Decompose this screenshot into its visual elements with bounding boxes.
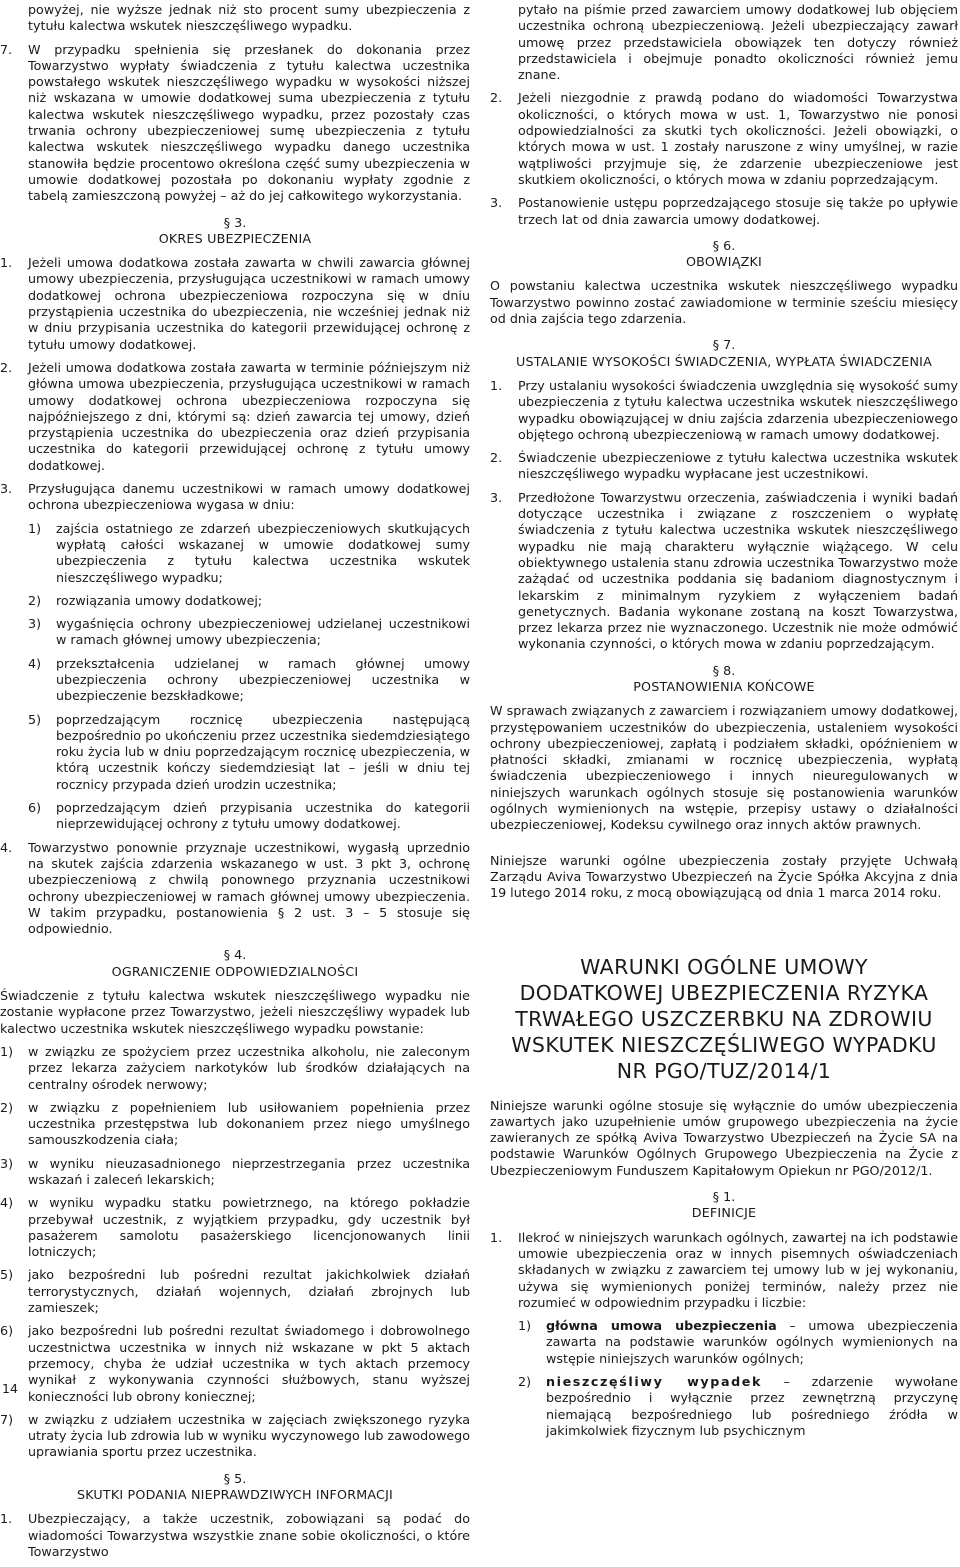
item-number: 1) bbox=[0, 1043, 14, 1059]
list-item bbox=[0, 1323, 470, 1404]
item-text: jako bezpośredni lub pośredni rezultat świadomego i dobrowolnego uczestnictwa uczestnika w innych niż wskazane w pkt 5 aktach przemocy, chyba że udział uczestnika w tych aktach przemocy wynikał z wykonywania czynności służbowych, stanu wyższej konieczności lub obrony koniecznej; bbox=[28, 1323, 470, 1404]
right-column bbox=[490, 2, 958, 1446]
item-text: zajścia ostatniego ze zdarzeń ubezpieczeniowych skutkujących wypłatą całości wskazanej w umowie dodatkowej sumy ubezpieczenia z tytułu kalectwa uczestnika wskutek nieszczęśliwego wypadku; bbox=[56, 520, 470, 585]
item-text: Świadczenie ubezpieczeniowe z tytułu kalectwa uczestnika wskutek nieszczęśliwego wypadku wypłacane jest uczestnikowi. bbox=[518, 450, 958, 482]
list-item bbox=[28, 521, 470, 586]
item-number: 1) bbox=[28, 520, 42, 536]
item-number: 2) bbox=[518, 1374, 532, 1389]
item-text: poprzedzającym dzień przypisania uczestnika do kategorii nieprzewidującej ochrony z tytułu umowy dodatkowej. bbox=[56, 800, 470, 832]
definition-item bbox=[518, 1374, 958, 1439]
item-number: 3) bbox=[28, 616, 42, 632]
title-line: WARUNKI OGÓLNE UMOWY bbox=[580, 954, 868, 979]
definition-term: nieszczęśliwy wypadek bbox=[546, 1374, 763, 1389]
item-number: 3. bbox=[490, 195, 503, 211]
numbered-paragraph bbox=[0, 42, 470, 205]
title-line: DODATKOWEJ UBEZPIECZENIA RYZYKA bbox=[519, 980, 929, 1005]
item-number: 1. bbox=[0, 1511, 13, 1527]
item-text: Jeżeli niezgodnie z prawdą podano do wiadomości Towarzystwa okoliczności, o których mowa w ust. 1, Towarzystwo nie ponosi odpowiedzialności za skutki tych okoliczności. Jeżeli obowiązki, o których mowa w ust. 1 zostały naruszone z winy umyślnej, w razie wątpliwości przyjmuje się, że zdarzenie ubezpieczeniowe jest skutkiem okoliczności, o których mowa w zdaniu poprzedzającym. bbox=[518, 90, 958, 187]
left-column bbox=[0, 2, 470, 1567]
section-title: POSTANOWIENIA KOŃCOWE bbox=[633, 678, 815, 694]
item-number: 2. bbox=[490, 450, 503, 466]
item-number: 6) bbox=[0, 1323, 14, 1339]
list-item bbox=[28, 656, 470, 705]
item-number: 3) bbox=[0, 1155, 14, 1171]
paragraph: Niniejsze warunki ogólne stosuje się wyłącznie do umów ubezpieczenia zawartych jako uzupełnienie umów grupowego ubezpieczenia na życie zawieranych ze spółką Aviva Towarzystwo Ubezpieczeń na Życie SA na podstawie Warunków Ogólnych Grupowego Ubezpieczenia na Życie z Ubezpieczeniowym Funduszem Kapitałowym Opiekun nr PGO/2012/1. bbox=[490, 1097, 958, 1178]
definition-item bbox=[518, 1318, 958, 1367]
section-number: § 4. bbox=[223, 947, 247, 963]
list-item bbox=[490, 195, 958, 228]
item-number: 1) bbox=[518, 1318, 532, 1334]
list-item bbox=[490, 378, 958, 443]
item-text: rozwiązania umowy dodatkowej; bbox=[56, 592, 263, 608]
section-3-subitems bbox=[28, 521, 470, 833]
paragraph: Świadczenie z tytułu kalectwa wskutek nieszczęśliwego wypadku nie zostanie wypłacone przez Towarzystwo, jeżeli nieszczęśliwy wypadek lub kalectwo uczestnika wskutek nieszczęśliwego wypadku powstanie: bbox=[0, 988, 470, 1036]
item-text: Jeżeli umowa dodatkowa została zawarta w terminie późniejszym niż główna umowa ubezpieczenia, przysługująca uczestnikowi w ramach umowy dodatkowej ochrona ubezpieczeniowa rozpoczyna się najpóźniejszego z dni, którymi są: dzień zawarcia tej umowy, dzień przystąpienia uczestnika do ubezpieczenia oraz dzień przypisania uczestnika do kategorii przewidującej ochronę z tytułu umowy dodatkowej. bbox=[28, 359, 470, 473]
section-title: OGRANICZENIE ODPOWIEDZIALNOŚCI bbox=[111, 963, 359, 979]
section-number: § 1. bbox=[712, 1189, 736, 1205]
title-line: NR PGO/TUZ/2014/1 bbox=[616, 1058, 832, 1083]
item-text: wygaśnięcia ochrony ubezpieczeniowej udzielanej uczestnikowi w ramach głównej umowy ubezpieczenia; bbox=[56, 616, 470, 648]
item-text: w wyniku wypadku statku powietrznego, na którego pokładzie przebywał uczestnik, z wyjątkiem przypadku, gdy uczestnik był pasażerem samolotu pasażerskiego licencjonowanych linii lotniczych; bbox=[28, 1195, 470, 1260]
item-number: 1. bbox=[490, 377, 503, 393]
item-number: 1. bbox=[490, 1229, 503, 1245]
paragraph: powyżej, nie wyższe jednak niż sto procent sumy ubezpieczenia z tytułu kalectwa wskutek nieszczęśliwego wypadku. bbox=[28, 2, 470, 34]
list-item bbox=[490, 90, 958, 188]
item-text: Przysługująca danemu uczestnikowi w ramach umowy dodatkowej ochrona ubezpieczeniowa wygasa w dniu: bbox=[28, 481, 470, 513]
list-item bbox=[28, 593, 470, 609]
section-number: § 5. bbox=[223, 1470, 247, 1486]
item-text: Postanowienie ustępu poprzedzającego stosuje się także po upływie trzech lat od dnia zawarcia umowy dodatkowej. bbox=[518, 195, 958, 227]
item-number: 3. bbox=[0, 481, 13, 497]
list-item bbox=[28, 712, 470, 793]
definition-text bbox=[546, 1374, 958, 1439]
numbered-paragraph bbox=[490, 1230, 958, 1311]
item-number: 2) bbox=[0, 1099, 14, 1115]
section-5-items bbox=[490, 90, 958, 227]
section-title: SKUTKI PODANIA NIEPRAWDZIWYCH INFORMACJI bbox=[76, 1487, 394, 1503]
numbered-paragraph bbox=[0, 1511, 470, 1560]
item-text: Jeżeli umowa dodatkowa została zawarta w chwili zawarcia głównej umowy ubezpieczenia, przysługująca uczestnikowi w ramach umowy dodatkowej ochrona ubezpieczeniowa rozpoczyna się w dniu przystąpienia uczestnika do ubezpieczenia, nie wcześniej jednak niż w dniu przypisania uczestnika do kategorii przewidującej ochronę z tytułu umowy dodatkowej. bbox=[28, 255, 470, 352]
section-number: § 7. bbox=[712, 337, 736, 353]
list-item bbox=[490, 450, 958, 483]
list-item bbox=[0, 1267, 470, 1316]
item-number: 4) bbox=[0, 1195, 14, 1211]
list-item bbox=[0, 481, 470, 514]
list-item bbox=[28, 616, 470, 649]
section-number: § 6. bbox=[712, 237, 736, 253]
item-text: przekształcenia udzielanej w ramach głównej umowy ubezpieczenia ochrony ubezpieczeniowej uczestnika w ubezpieczenie bezskładkowe; bbox=[56, 655, 470, 704]
list-item bbox=[0, 255, 470, 353]
section-title: DEFINICJE bbox=[691, 1205, 757, 1221]
item-text: W przypadku spełnienia się przesłanek do dokonania przez Towarzystwo wypłaty świadczenia z tytułu kalectwa uczestnika powstałego wskutek nieszczęśliwego wypadku w wysokości niższej niż wskazana w umowie dodatkowej suma ubezpieczenia z tytułu kalectwa wskutek nieszczęśliwego wypadku, przez pozostały czas trwania ochrony ubezpieczeniowej sumę ubezpieczenia z tytułu kalectwa wskutek nieszczęśliwego wypadku danego uczestnika stanowiła będzie procentowo określona część sumy ubezpieczenia w umowie dodatkowej pozostała po dokonaniu wypłaty zgodnie z tabelą zamieszczoną powyżej – aż do jej całkowitego wykorzystania. bbox=[28, 41, 470, 204]
paragraph: O powstaniu kalectwa uczestnika wskutek nieszczęśliwego wypadku Towarzystwo powinno zostać zawiadomione w terminie sześciu miesięcy od dnia zajścia tego zdarzenia. bbox=[490, 278, 958, 327]
item-text: Ubezpieczający, a także uczestnik, zobowiązani są podać do wiadomości Towarzystwa wszystkie znane sobie okoliczności, o które Towarzystwo bbox=[28, 1511, 470, 1559]
list-item bbox=[0, 1044, 470, 1093]
item-number: 5) bbox=[28, 711, 42, 727]
item-text: w wyniku nieuzasadnionego nieprzestrzegania przez uczestnika wskazań i zaleceń lekarskich; bbox=[28, 1155, 470, 1187]
item-text: Towarzystwo ponownie przyznaje uczestnikowi, wygasłą uprzednio na skutek zajścia zdarzenia wskazanego w ust. 3 pkt 3, ochronę ubezpieczeniową z chwilą ponownego przyznania uczestnikowi ochrony ubezpieczeniowej w ramach głównej umowy ubezpieczenia. W takim przypadku, postanowienia § 2 ust. 3 – 5 stosuje się odpowiednio. bbox=[28, 839, 470, 937]
title-line: TRWAŁEGO USZCZERBKU NA ZDROWIU bbox=[515, 1006, 933, 1031]
list-item bbox=[0, 1195, 470, 1260]
list-item bbox=[490, 490, 958, 653]
item-number: 5) bbox=[0, 1267, 14, 1283]
definition-term: główna umowa ubezpieczenia bbox=[546, 1318, 777, 1334]
item-number: 7. bbox=[0, 41, 13, 57]
item-text: w związku ze spożyciem przez uczestnika alkoholu, nie zaleconym przez lekarza zażyciem narkotyków lub środków działających na centralny ośrodek nerwowy; bbox=[28, 1043, 470, 1092]
section-number: § 8. bbox=[712, 662, 736, 678]
item-number: 4) bbox=[28, 655, 42, 671]
list-item bbox=[28, 800, 470, 833]
item-text: w związku z udziałem uczestnika w zajęciach zwiększonego ryzyka utraty życia lub zdrowia lub w wyniku wyczynowego lub zawodowego uprawiania sportu przez uczestnika. bbox=[28, 1411, 470, 1460]
document-title bbox=[490, 954, 958, 1084]
paragraph: W sprawach związanych z zawarciem i rozwiązaniem umowy dodatkowej, przystępowaniem uczestników do ubezpieczenia, ustaleniem wysokości ochrony ubezpieczeniowej, zapłatą i podziałem składki, opóźnieniem w płatności składki, zmianami w rocznicę ubezpieczenia, wypłatą świadczenia ubezpieczeniowego i innych nieuregulowanych w niniejszych warunkach ogólnych stosuje się postanowienia warunków ogólnych wymienionych na wstępie, przepisy ustawy o działalności ubezpieczeniowej, Kodeksu cywilnego oraz innych aktów prawnych. bbox=[490, 703, 958, 833]
list-item bbox=[0, 360, 470, 474]
section-3-items bbox=[0, 255, 470, 513]
item-number: 2. bbox=[0, 359, 13, 375]
numbered-paragraph bbox=[0, 840, 470, 938]
section-7-items bbox=[490, 378, 958, 653]
item-number: 2) bbox=[28, 592, 42, 608]
definition-body: – zdarzenie wywołane bezpośrednio i wyłącznie przez zewnętrzną przyczynę niemającą bezpośredniego lub pośredniego źródła w jakimkolwiek fizycznym lub psychicznym bbox=[546, 1374, 958, 1438]
item-text: Przedłożone Towarzystwu orzeczenia, zaświadczenia i wyniki badań dotyczące uczestnika i związane z roszczeniem o wypłatę świadczenia z tytułu kalectwa uczestnika wskutek nieszczęśliwego wypadku nie mają charakteru wyłącznie wiążącego. W celu obiektywnego ustalenia stanu zdrowia uczestnika Towarzystwo może zażądać od uczestnika poddania się badaniom diagnostycznym i lekarskim z minimalnym ryzykiem z wyłączeniem badań genetycznych. Badania wykonane zostaną na koszt Towarzystwa, przez lekarza przez nie wyznaczonego. Uczestnik nie może odmówić wykonania czynności, o których mowa w zdaniu poprzedzającym. bbox=[518, 489, 958, 652]
definition-body: – umowa ubezpieczenia zawarta na podstawie warunków ogólnych wymienionych na wstępie niniejszych warunków ogólnych; bbox=[546, 1318, 958, 1366]
item-number: 1. bbox=[0, 255, 13, 271]
item-text: w związku z popełnieniem lub usiłowaniem popełnienia przez uczestnika przestępstwa lub dokonaniem przez niego umyślnego samouszkodzenia ciała; bbox=[28, 1099, 470, 1148]
paragraph: pytało na piśmie przed zawarciem umowy dodatkowej lub objęciem uczestnika ochroną ubezpieczeniową. Jeżeli ubezpieczający zawarł umowę przez przedstawiciela obowiązek ten dotyczy również przedstawiciela i obejmuje ponadto okoliczności również jemu znane. bbox=[518, 2, 958, 83]
adoption-note: Niniejsze warunki ogólne ubezpieczenia zostały przyjęte Uchwałą Zarządu Aviva Towarzystwo Ubezpieczeń na Życie Spółka Akcyjna z dnia 19 lutego 2014 roku, z mocą obowiązującą od dnia 1 marca 2014 roku. bbox=[490, 852, 958, 901]
item-number: 2. bbox=[490, 90, 503, 106]
item-number: 7) bbox=[0, 1411, 14, 1427]
item-text: Ilekroć w niniejszych warunkach ogólnych, zawartej na ich podstawie umowie ubezpieczenia oraz w innych pisemnych oświadczeniach składanych w związku z zawarciem tej umowy lub w jej wykonaniu, używa się wymienionych poniżej terminów, należy przez nie rozumieć w odpowiednim przypadku i liczbie: bbox=[518, 1229, 958, 1310]
list-item bbox=[0, 1156, 470, 1189]
item-text: jako bezpośredni lub pośredni rezultat jakichkolwiek działań terrorystycznych, działań wojennych, działań zbrojnych lub zamieszek; bbox=[28, 1267, 470, 1316]
definition-text bbox=[546, 1318, 958, 1367]
list-item bbox=[0, 1412, 470, 1461]
list-item bbox=[0, 1100, 470, 1149]
item-number: 6) bbox=[28, 800, 42, 816]
section-title: OKRES UBEZPIECZENIA bbox=[158, 230, 312, 246]
item-text: poprzedzającym rocznicę ubezpieczenia następującą bezpośrednio po ukończeniu przez uczestnika siedemdziesiątego roku życia lub w dniu poprzedzającym rocznicę ubezpieczenia, w którą uczestnik kończy siedemdziesiąt lat – jeśli w dniu tej rocznicy przypada dzień urodzin uczestnika; bbox=[56, 711, 470, 792]
item-number: 3. bbox=[490, 489, 503, 505]
title-line: WSKUTEK NIESZCZĘŚLIWEGO WYPADKU bbox=[511, 1032, 937, 1057]
page-number: 14 bbox=[2, 1381, 18, 1396]
section-title: USTALANIE WYSOKOŚCI ŚWIADCZENIA, WYPŁATA ŚWIADCZENIA bbox=[516, 353, 932, 369]
item-number: 4. bbox=[0, 839, 13, 855]
section-4-items bbox=[0, 1044, 470, 1461]
item-text: Przy ustalaniu wysokości świadczenia uwzględnia się wysokość sumy ubezpieczenia z tytułu kalectwa uczestnika wskutek nieszczęśliwego wypadku obowiązującej w dniu zajścia zdarzenia ubezpieczeniowego objętego ochroną ubezpieczeniową w ramach umowy dodatkowej. bbox=[518, 377, 958, 442]
section-number: § 3. bbox=[223, 214, 247, 230]
section-title: OBOWIĄZKI bbox=[686, 254, 762, 270]
definitions-list bbox=[518, 1318, 958, 1439]
